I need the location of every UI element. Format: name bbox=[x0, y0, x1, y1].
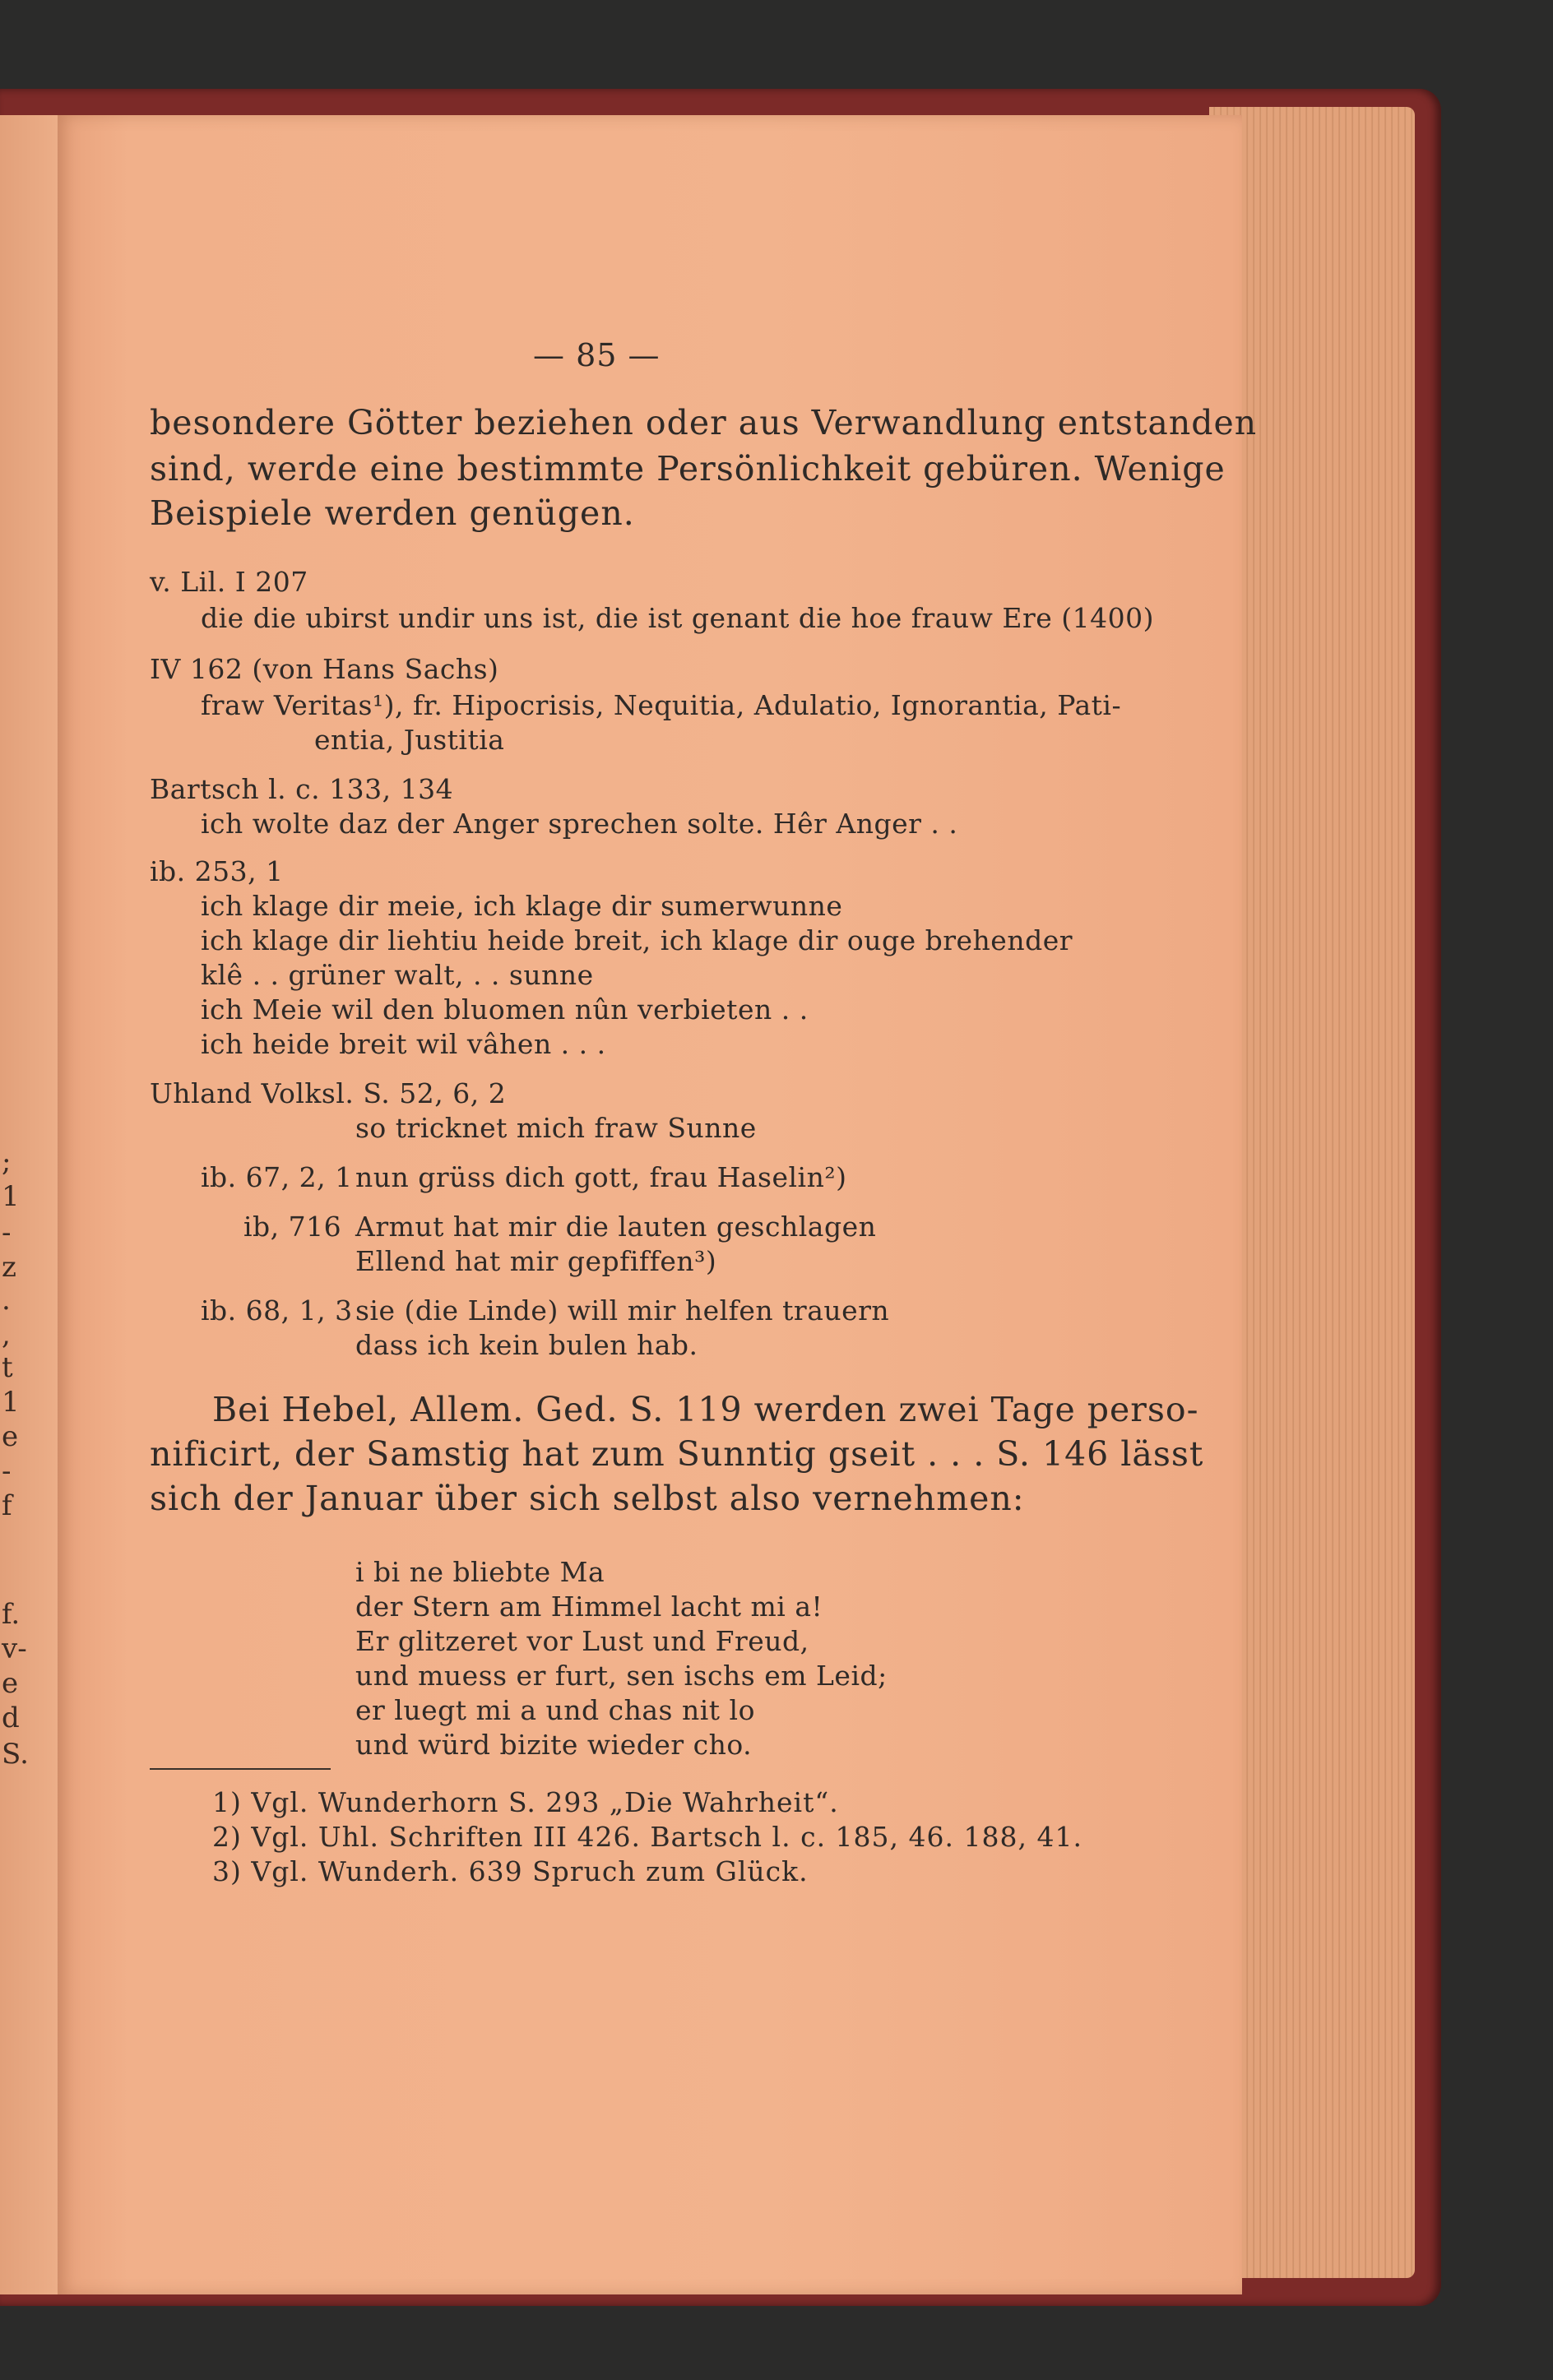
prev-page-mark: - bbox=[2, 1455, 12, 1488]
hebel-line: sich der Januar über sich selbst also vernehmen: bbox=[150, 1479, 1025, 1518]
prev-page-mark: - bbox=[2, 1216, 12, 1249]
prev-page-mark: 1 bbox=[2, 1180, 20, 1213]
verse-line: sie (die Linde) will mir helfen trauern bbox=[355, 1294, 890, 1327]
intro-line: besondere Götter beziehen oder aus Verwandlung entstanden bbox=[150, 403, 1258, 442]
poem-line: i bi ne bliebte Ma bbox=[355, 1556, 605, 1588]
citation-ref: IV 162 (von Hans Sachs) bbox=[150, 653, 499, 685]
prev-page-mark: f bbox=[2, 1489, 12, 1522]
book-page bbox=[58, 115, 1258, 2294]
citation-ref: ib. 253, 1 bbox=[150, 855, 284, 887]
citation-ref: ib, 716 bbox=[243, 1211, 342, 1243]
prev-page-mark: v- bbox=[2, 1632, 27, 1665]
prev-page-mark: . bbox=[2, 1284, 11, 1317]
prev-page-mark: e bbox=[2, 1667, 19, 1700]
poem-line: Er glitzeret vor Lust und Freud, bbox=[355, 1625, 809, 1657]
footnote: 3) Vgl. Wunderh. 639 Spruch zum Glück. bbox=[212, 1855, 809, 1887]
poem-line: und würd bizite wieder cho. bbox=[355, 1729, 753, 1761]
verse-line: nun grüss dich gott, frau Haselin²) bbox=[355, 1161, 847, 1193]
footnote: 1) Vgl. Wunderhorn S. 293 „Die Wahrheit“. bbox=[212, 1786, 839, 1818]
hebel-line: Bei Hebel, Allem. Ged. S. 119 werden zwei Tage perso- bbox=[212, 1390, 1199, 1429]
verse-line: ich klage dir meie, ich klage dir sumerwunne bbox=[201, 890, 843, 922]
footnote-rule bbox=[150, 1768, 331, 1770]
verse-line: ich klage dir liehtiu heide breit, ich klage dir ouge brehender bbox=[201, 924, 1073, 956]
prev-page-mark: f. bbox=[2, 1598, 21, 1631]
page-number: — 85 — bbox=[533, 337, 661, 373]
verse-line: klê . . grüner walt, . . sunne bbox=[201, 959, 594, 991]
footnote: 2) Vgl. Uhl. Schriften III 426. Bartsch l. c. 185, 46. 188, 41. bbox=[212, 1821, 1082, 1853]
verse-line: dass ich kein bulen hab. bbox=[355, 1329, 698, 1361]
citation-text: ich wolte daz der Anger sprechen solte. Hêr Anger . . bbox=[201, 808, 958, 840]
citation-ref: ib. 67, 2, 1 bbox=[201, 1161, 353, 1193]
prev-page-mark: ; bbox=[2, 1146, 12, 1178]
prev-page-mark: e bbox=[2, 1420, 19, 1453]
poem-line: er luegt mi a und chas nit lo bbox=[355, 1694, 755, 1726]
prev-page-mark: , bbox=[2, 1318, 11, 1351]
previous-page-edge bbox=[0, 115, 59, 2294]
prev-page-mark: z bbox=[2, 1251, 16, 1284]
verse-line: ich Meie wil den bluomen nûn verbieten . . bbox=[201, 993, 809, 1026]
intro-line: Beispiele werden genügen. bbox=[150, 493, 635, 533]
citation-text: entia, Justitia bbox=[314, 724, 505, 756]
verse-line: Ellend hat mir gepfiffen³) bbox=[355, 1245, 717, 1277]
intro-line: sind, werde eine bestimmte Persönlichkeit gebüren. Wenige bbox=[150, 449, 1226, 489]
prev-page-mark: t bbox=[2, 1351, 13, 1384]
verse-line: so tricknet mich fraw Sunne bbox=[355, 1112, 757, 1144]
citation-ref: ib. 68, 1, 3 bbox=[201, 1294, 353, 1327]
citation-ref: Uhland Volksl. S. 52, 6, 2 bbox=[150, 1077, 507, 1109]
citation-ref: Bartsch l. c. 133, 134 bbox=[150, 773, 454, 805]
prev-page-mark: 1 bbox=[2, 1386, 20, 1419]
hebel-line: nificirt, der Samstig hat zum Sunntig gseit . . . S. 146 lässt bbox=[150, 1434, 1204, 1474]
poem-line: der Stern am Himmel lacht mi a! bbox=[355, 1591, 823, 1623]
citation-ref: v. Lil. I 207 bbox=[150, 566, 308, 598]
prev-page-mark: d bbox=[2, 1702, 20, 1734]
verse-line: Armut hat mir die lauten geschlagen bbox=[355, 1211, 877, 1243]
prev-page-mark: S. bbox=[2, 1738, 29, 1771]
verse-line: ich heide breit wil vâhen . . . bbox=[201, 1028, 606, 1060]
citation-text: fraw Veritas¹), fr. Hipocrisis, Nequitia, Adulatio, Ignorantia, Pati- bbox=[201, 689, 1122, 721]
poem-line: und muess er furt, sen ischs em Leid; bbox=[355, 1660, 888, 1692]
citation-text: die die ubirst undir uns ist, die ist genant die hoe frauw Ere (1400) bbox=[201, 602, 1155, 634]
